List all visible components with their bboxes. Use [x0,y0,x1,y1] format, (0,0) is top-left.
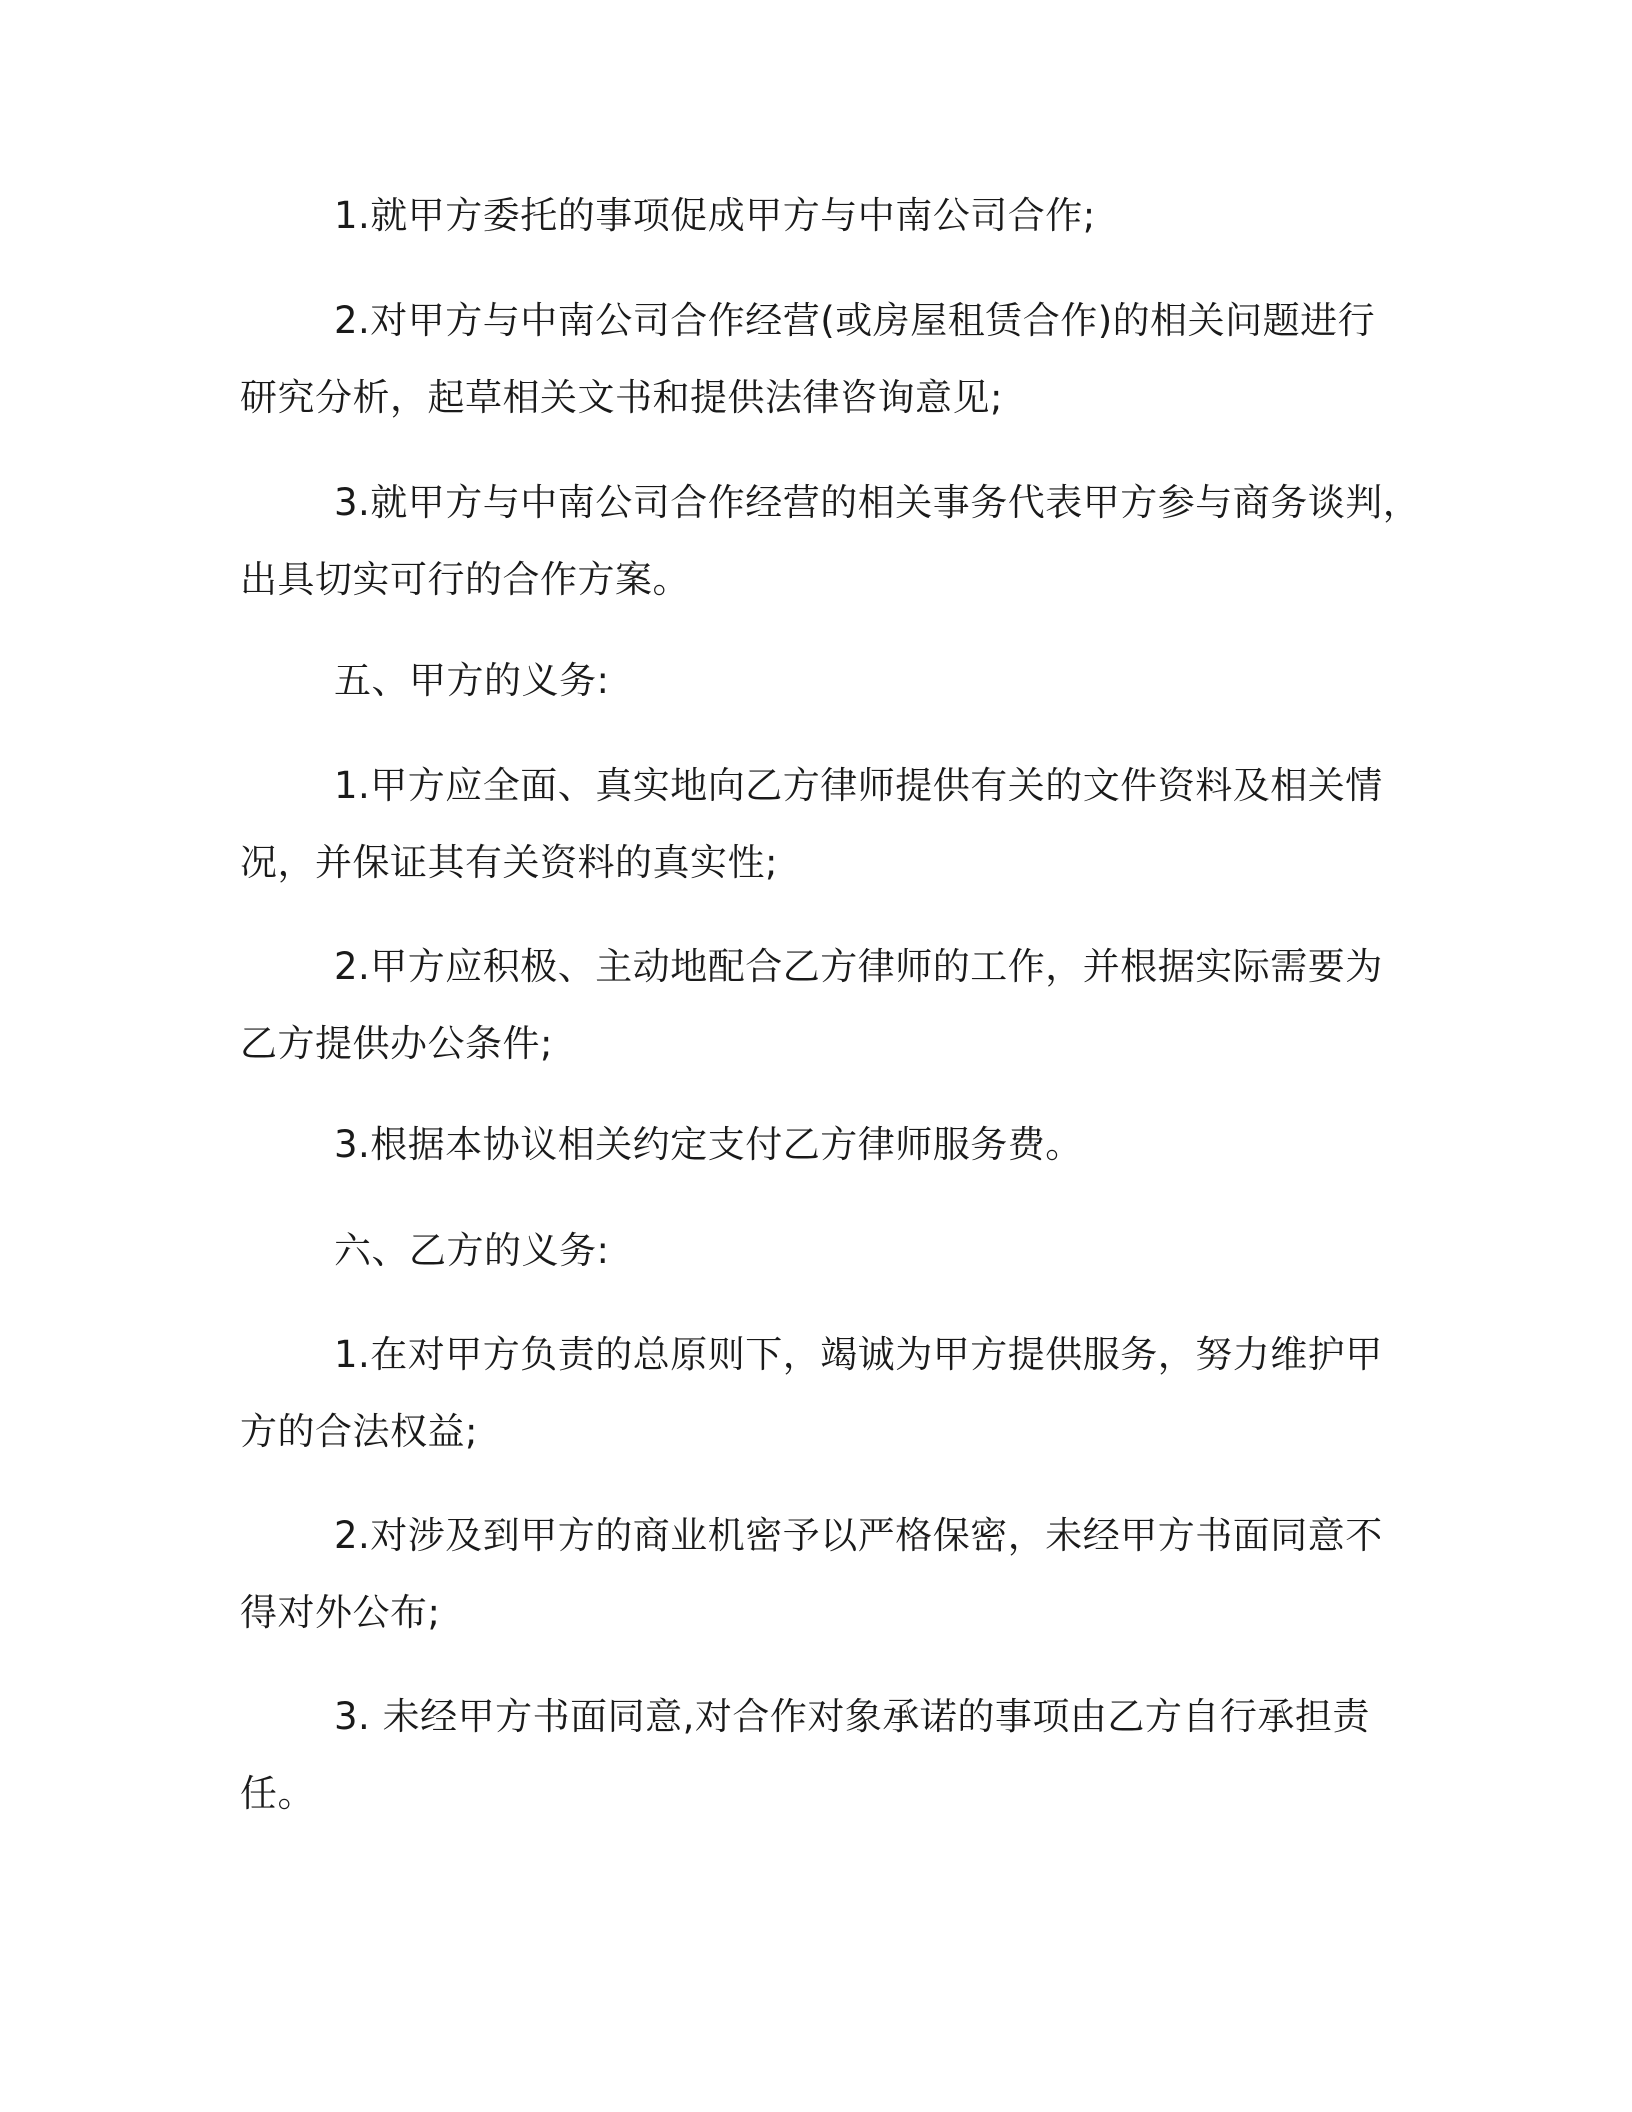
paragraph-10 [240,1497,1390,1651]
paragraph-line: 得对外公布; [240,1591,441,1634]
paragraph-line: 方的合法权益; [240,1410,478,1453]
paragraph-line: 任。 [240,1772,315,1815]
paragraph-line: 2.对甲方与中南公司合作经营(或房屋租赁合作)的相关问题进行 [334,299,1376,342]
paragraph-line: 3.根据本协议相关约定支付乙方律师服务费。 [334,1123,1083,1166]
section-heading-6 [240,1212,1390,1289]
paragraph-2 [240,282,1390,436]
paragraph-line: 1.在对甲方负责的总原则下，竭诚为甲方提供服务，努力维护甲 [334,1333,1383,1376]
paragraph-line: 乙方提供办公条件; [240,1022,553,1065]
paragraph-line: 2.甲方应积极、主动地配合乙方律师的工作，并根据实际需要为 [334,945,1383,988]
paragraph-3 [240,464,1421,618]
paragraph-11 [240,1678,1390,1832]
paragraph-6 [240,928,1390,1082]
paragraph-1 [240,177,1390,254]
paragraph-line: 3. 未经甲方书面同意,对合作对象承诺的事项由乙方自行承担责 [334,1695,1370,1738]
paragraph-7 [240,1106,1390,1183]
paragraph-line: 1.甲方应全面、真实地向乙方律师提供有关的文件资料及相关情 [334,764,1383,807]
section-heading-5 [240,642,1390,719]
paragraph-line: 1.就甲方委托的事项促成甲方与中南公司合作; [334,194,1096,237]
paragraph-line: 况，并保证其有关资料的真实性; [240,841,778,884]
paragraph-line: 2.对涉及到甲方的商业机密予以严格保密，未经甲方书面同意不 [334,1514,1383,1557]
paragraph-line: 3.就甲方与中南公司合作经营的相关事务代表甲方参与商务谈判， [334,481,1421,524]
paragraph-5 [240,747,1390,901]
paragraph-9 [240,1316,1390,1470]
heading-line: 五、甲方的义务: [334,659,610,702]
paragraph-line: 研究分析，起草相关文书和提供法律咨询意见; [240,376,1003,419]
paragraph-line: 出具切实可行的合作方案。 [240,558,690,601]
heading-line: 六、乙方的义务: [334,1229,610,1272]
